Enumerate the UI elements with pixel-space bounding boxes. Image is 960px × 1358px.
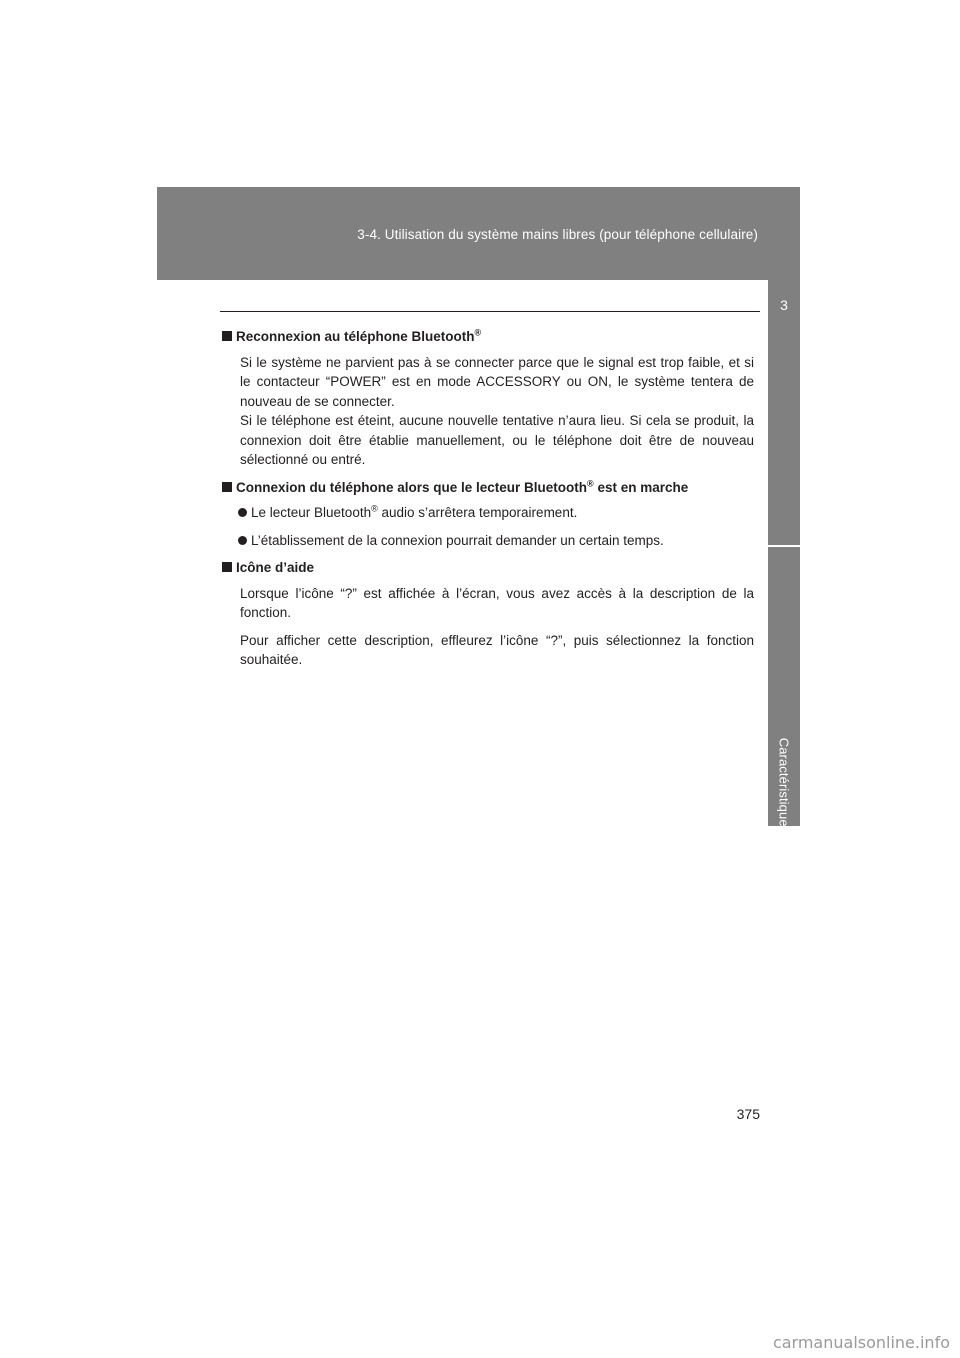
heading-reconnect: Reconnexion au téléphone Bluetooth®	[222, 327, 754, 347]
top-rule	[220, 311, 760, 312]
side-tab-divider	[768, 545, 800, 547]
list-item: Le lecteur Bluetooth® audio s’arrêtera temporairement.	[238, 503, 754, 523]
paragraph: Si le téléphone est éteint, aucune nouvelle tentative n’aura lieu. Si cela se produit, la connexion doit être établie manuellement, ou le téléphone doit être de nouveau sélectionné ou entré.	[240, 413, 754, 467]
section-title: 3-4. Utilisation du système mains libres (pour téléphone cellulaire)	[357, 227, 758, 242]
page-number: 375	[736, 1106, 760, 1122]
header-band	[157, 187, 800, 280]
square-bullet-icon	[222, 331, 232, 341]
watermark: carmanualsonline.info	[772, 1333, 950, 1352]
paragraph: Lorsque l’icône “?” est affichée à l’écran, vous avez accès à la description de la fonction.	[240, 585, 754, 620]
round-bullet-icon	[238, 508, 247, 517]
heading-connect-player: Connexion du téléphone alors que le lecteur Bluetooth® est en marche	[222, 478, 754, 498]
page-content	[222, 327, 754, 670]
chapter-number: 3	[780, 297, 788, 313]
paragraph: Si le système ne parvient pas à se connecter parce que le signal est trop faible, et si le contacteur “POWER” est en mode ACCESSORY ou ON, le système tentera de nouveau de se connecter.	[240, 354, 754, 409]
square-bullet-icon	[222, 482, 232, 492]
list-item: L’établissement de la connexion pourrait demander un certain temps.	[238, 531, 754, 551]
round-bullet-icon	[238, 536, 247, 545]
heading-help-icon: Icône d’aide	[222, 558, 754, 578]
paragraph: Pour afficher cette description, effleurez l’icône “?”, puis sélectionnez la fonction souhaitée.	[240, 632, 754, 667]
square-bullet-icon	[222, 562, 232, 572]
chapter-side-tab	[768, 280, 800, 915]
chapter-title: Caractéristiques de l’habitacle	[776, 737, 792, 915]
